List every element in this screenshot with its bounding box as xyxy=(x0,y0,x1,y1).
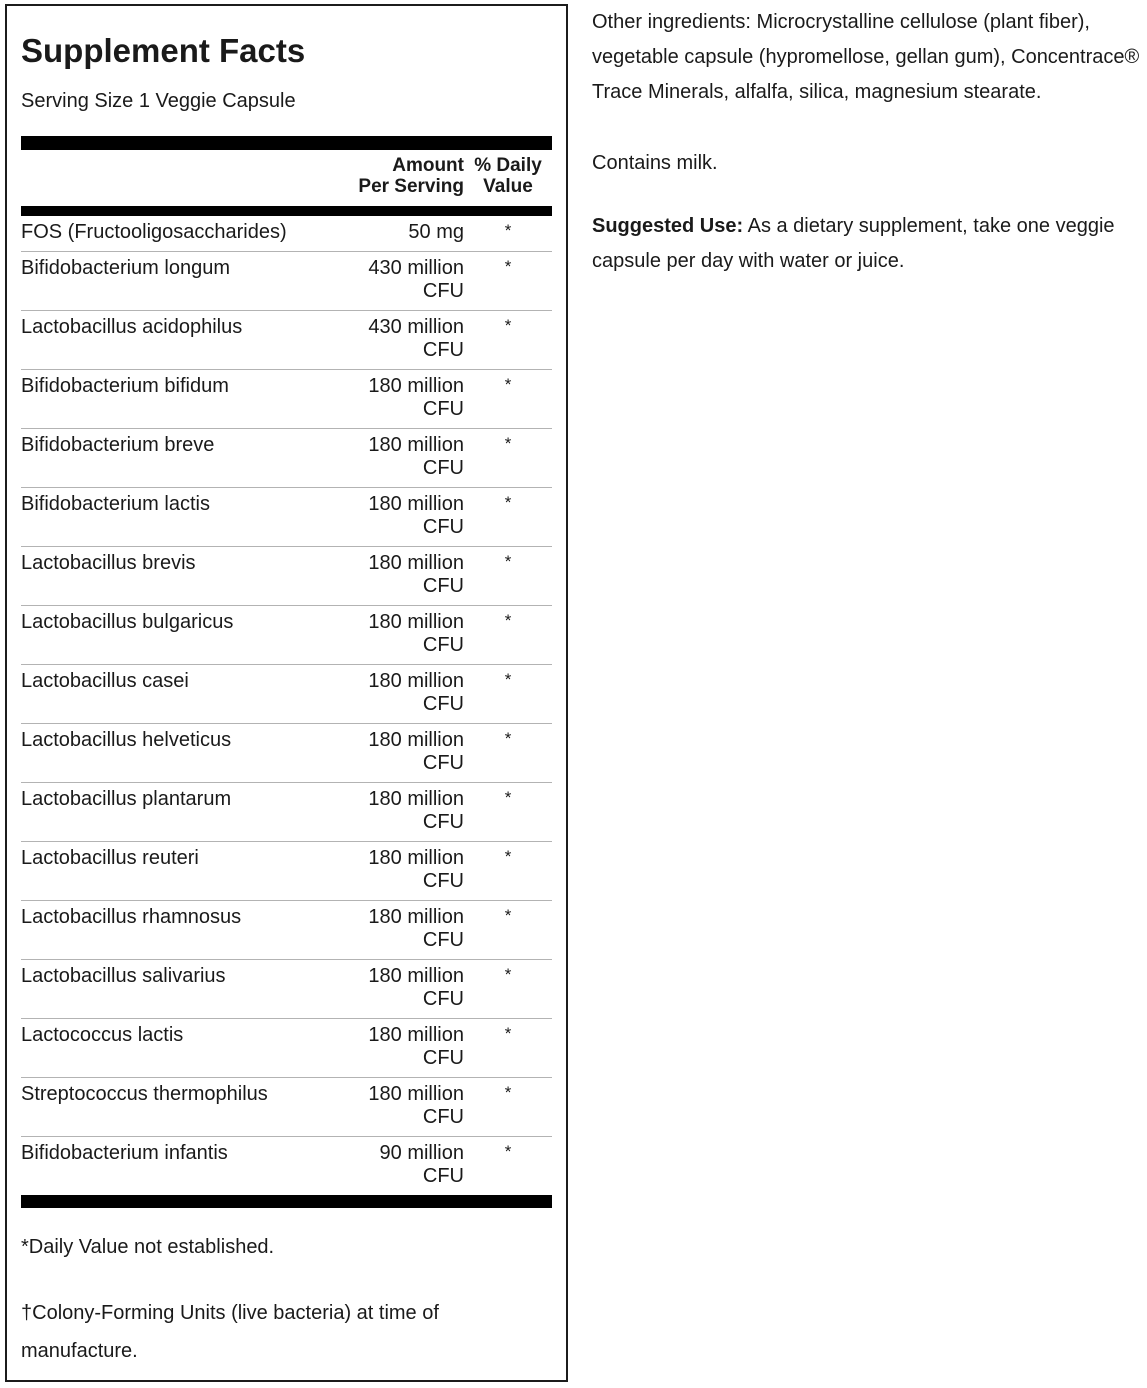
supplement-facts-panel xyxy=(5,4,568,1382)
ingredient-amount-unit: CFU xyxy=(422,870,464,892)
ingredient-amount xyxy=(336,316,464,362)
ingredient-amount-value: 180 million xyxy=(368,729,464,751)
ingredient-daily-value: * xyxy=(504,670,512,689)
table-row xyxy=(21,606,552,665)
thick-divider-top xyxy=(21,136,552,150)
ingredient-name: Bifidobacterium infantis xyxy=(21,1142,228,1164)
table-row xyxy=(21,724,552,783)
ingredient-amount-value: 90 million xyxy=(379,1142,464,1164)
ingredient-daily-value: * xyxy=(504,221,512,240)
table-row xyxy=(21,842,552,901)
ingredient-daily-value: * xyxy=(504,375,512,394)
ingredient-amount-value: 180 million xyxy=(368,552,464,574)
ingredient-amount-unit: CFU xyxy=(422,398,464,420)
ingredient-amount-unit: CFU xyxy=(422,1047,464,1069)
table-row xyxy=(21,252,552,311)
ingredient-amount xyxy=(336,611,464,657)
ingredient-name: Lactobacillus plantarum xyxy=(21,788,232,810)
table-row xyxy=(21,429,552,488)
ingredient-amount-unit: CFU xyxy=(422,575,464,597)
table-row xyxy=(21,901,552,960)
table-row xyxy=(21,488,552,547)
ingredient-daily-value: * xyxy=(504,965,512,984)
ingredient-daily-value: * xyxy=(504,316,512,335)
ingredient-amount-value: 180 million xyxy=(368,493,464,515)
ingredient-name: Lactobacillus casei xyxy=(21,670,189,692)
suggested-use-paragraph xyxy=(592,209,1144,279)
table-row xyxy=(21,1137,552,1195)
ingredient-amount-unit: CFU xyxy=(422,929,464,951)
ingredient-amount-value: 180 million xyxy=(368,965,464,987)
ingredient-name: Lactobacillus rhamnosus xyxy=(21,906,242,928)
ingredient-name: Lactobacillus brevis xyxy=(21,552,196,574)
ingredient-amount-value: 180 million xyxy=(368,788,464,810)
ingredient-amount-value: 180 million xyxy=(368,670,464,692)
ingredient-name: Streptococcus thermophilus xyxy=(21,1083,268,1105)
header-daily-value xyxy=(464,155,552,197)
table-row xyxy=(21,783,552,842)
ingredient-amount xyxy=(336,552,464,598)
table-row xyxy=(21,960,552,1019)
ingredient-name: Bifidobacterium lactis xyxy=(21,493,210,515)
ingredient-amount xyxy=(336,1142,464,1188)
table-row xyxy=(21,311,552,370)
ingredient-amount xyxy=(336,788,464,834)
table-row xyxy=(21,1019,552,1078)
ingredient-name: Lactobacillus bulgaricus xyxy=(21,611,234,633)
header-amount-line2: Per Serving xyxy=(358,176,464,197)
ingredient-name: Lactobacillus reuteri xyxy=(21,847,199,869)
ingredient-daily-value: * xyxy=(504,788,512,807)
ingredient-amount-value: 180 million xyxy=(368,375,464,397)
ingredient-name: FOS (Fructooligosaccharides) xyxy=(21,221,287,243)
ingredient-amount xyxy=(336,965,464,1011)
ingredient-amount xyxy=(336,670,464,716)
ingredient-daily-value: * xyxy=(504,552,512,571)
ingredient-daily-value: * xyxy=(504,434,512,453)
serving-size-text: Serving Size 1 Veggie Capsule xyxy=(21,90,296,112)
ingredient-name: Bifidobacterium longum xyxy=(21,257,230,279)
ingredient-daily-value: * xyxy=(504,1083,512,1102)
ingredient-daily-value: * xyxy=(504,611,512,630)
footnote-daily-value: *Daily Value not established. xyxy=(21,1236,275,1258)
ingredient-amount-value: 180 million xyxy=(368,906,464,928)
ingredient-table xyxy=(21,216,552,1195)
header-dv-line2: Value xyxy=(483,176,533,197)
contains-milk-text: Contains milk. xyxy=(592,152,718,174)
ingredient-daily-value: * xyxy=(504,257,512,276)
thick-divider-header xyxy=(21,206,552,216)
ingredient-name: Bifidobacterium breve xyxy=(21,434,215,456)
ingredient-amount xyxy=(336,847,464,893)
table-row xyxy=(21,547,552,606)
header-spacer xyxy=(21,155,336,197)
ingredient-daily-value: * xyxy=(504,906,512,925)
header-amount-per-serving xyxy=(336,155,464,197)
header-amount-line1: Amount xyxy=(392,155,464,176)
ingredient-amount-unit: CFU xyxy=(422,1165,464,1187)
ingredient-amount-value: 180 million xyxy=(368,1024,464,1046)
ingredient-amount xyxy=(336,906,464,952)
ingredient-amount xyxy=(336,434,464,480)
ingredient-amount-unit: CFU xyxy=(422,516,464,538)
ingredient-amount xyxy=(336,729,464,775)
ingredient-amount-unit: CFU xyxy=(422,280,464,302)
ingredient-name: Lactobacillus salivarius xyxy=(21,965,226,987)
table-row xyxy=(21,1078,552,1137)
header-dv-line1: % Daily xyxy=(474,155,542,176)
ingredient-amount-unit: CFU xyxy=(422,988,464,1010)
ingredient-daily-value: * xyxy=(504,1024,512,1043)
table-row xyxy=(21,216,552,252)
ingredient-amount-value: 50 mg xyxy=(408,221,464,243)
ingredient-amount-value: 430 million xyxy=(368,257,464,279)
ingredient-name: Lactobacillus acidophilus xyxy=(21,316,243,338)
table-row xyxy=(21,665,552,724)
ingredient-amount-unit: CFU xyxy=(422,634,464,656)
ingredient-amount xyxy=(336,221,464,244)
label-side-text xyxy=(592,5,1144,279)
ingredient-daily-value: * xyxy=(504,493,512,512)
ingredient-amount-unit: CFU xyxy=(422,811,464,833)
ingredient-amount xyxy=(336,375,464,421)
ingredient-amount xyxy=(336,493,464,539)
ingredient-amount-value: 180 million xyxy=(368,434,464,456)
ingredient-amount-unit: CFU xyxy=(422,693,464,715)
thick-divider-bottom xyxy=(21,1195,552,1208)
ingredient-amount xyxy=(336,1024,464,1070)
ingredient-amount-value: 430 million xyxy=(368,316,464,338)
ingredient-name: Lactococcus lactis xyxy=(21,1024,184,1046)
ingredient-daily-value: * xyxy=(504,1142,512,1161)
ingredient-amount-unit: CFU xyxy=(422,339,464,361)
ingredient-amount-value: 180 million xyxy=(368,611,464,633)
panel-title: Supplement Facts xyxy=(21,32,306,69)
suggested-use-text: As a dietary supplement, take one veggie capsule per day with water or juice. xyxy=(592,215,1115,272)
ingredient-daily-value: * xyxy=(504,847,512,866)
ingredient-name: Lactobacillus helveticus xyxy=(21,729,232,751)
ingredient-amount-unit: CFU xyxy=(422,457,464,479)
ingredient-amount-value: 180 million xyxy=(368,847,464,869)
ingredient-name: Bifidobacterium bifidum xyxy=(21,375,229,397)
ingredient-amount xyxy=(336,257,464,303)
table-column-headers xyxy=(21,150,552,206)
table-row xyxy=(21,370,552,429)
ingredient-daily-value: * xyxy=(504,729,512,748)
suggested-use-label: Suggested Use: xyxy=(592,215,744,237)
footnote-cfu: †Colony-Forming Units (live bacteria) at time of manufacture. xyxy=(21,1302,439,1362)
ingredient-amount-unit: CFU xyxy=(422,752,464,774)
ingredient-amount-unit: CFU xyxy=(422,1106,464,1128)
other-ingredients-text: Other ingredients: Microcrystalline cellulose (plant fiber), vegetable capsule (hypromellose, gellan gum), Concentrace® Trace Minerals, alfalfa, silica, magnesium stearate. xyxy=(592,11,1140,103)
ingredient-amount xyxy=(336,1083,464,1129)
ingredient-amount-value: 180 million xyxy=(368,1083,464,1105)
